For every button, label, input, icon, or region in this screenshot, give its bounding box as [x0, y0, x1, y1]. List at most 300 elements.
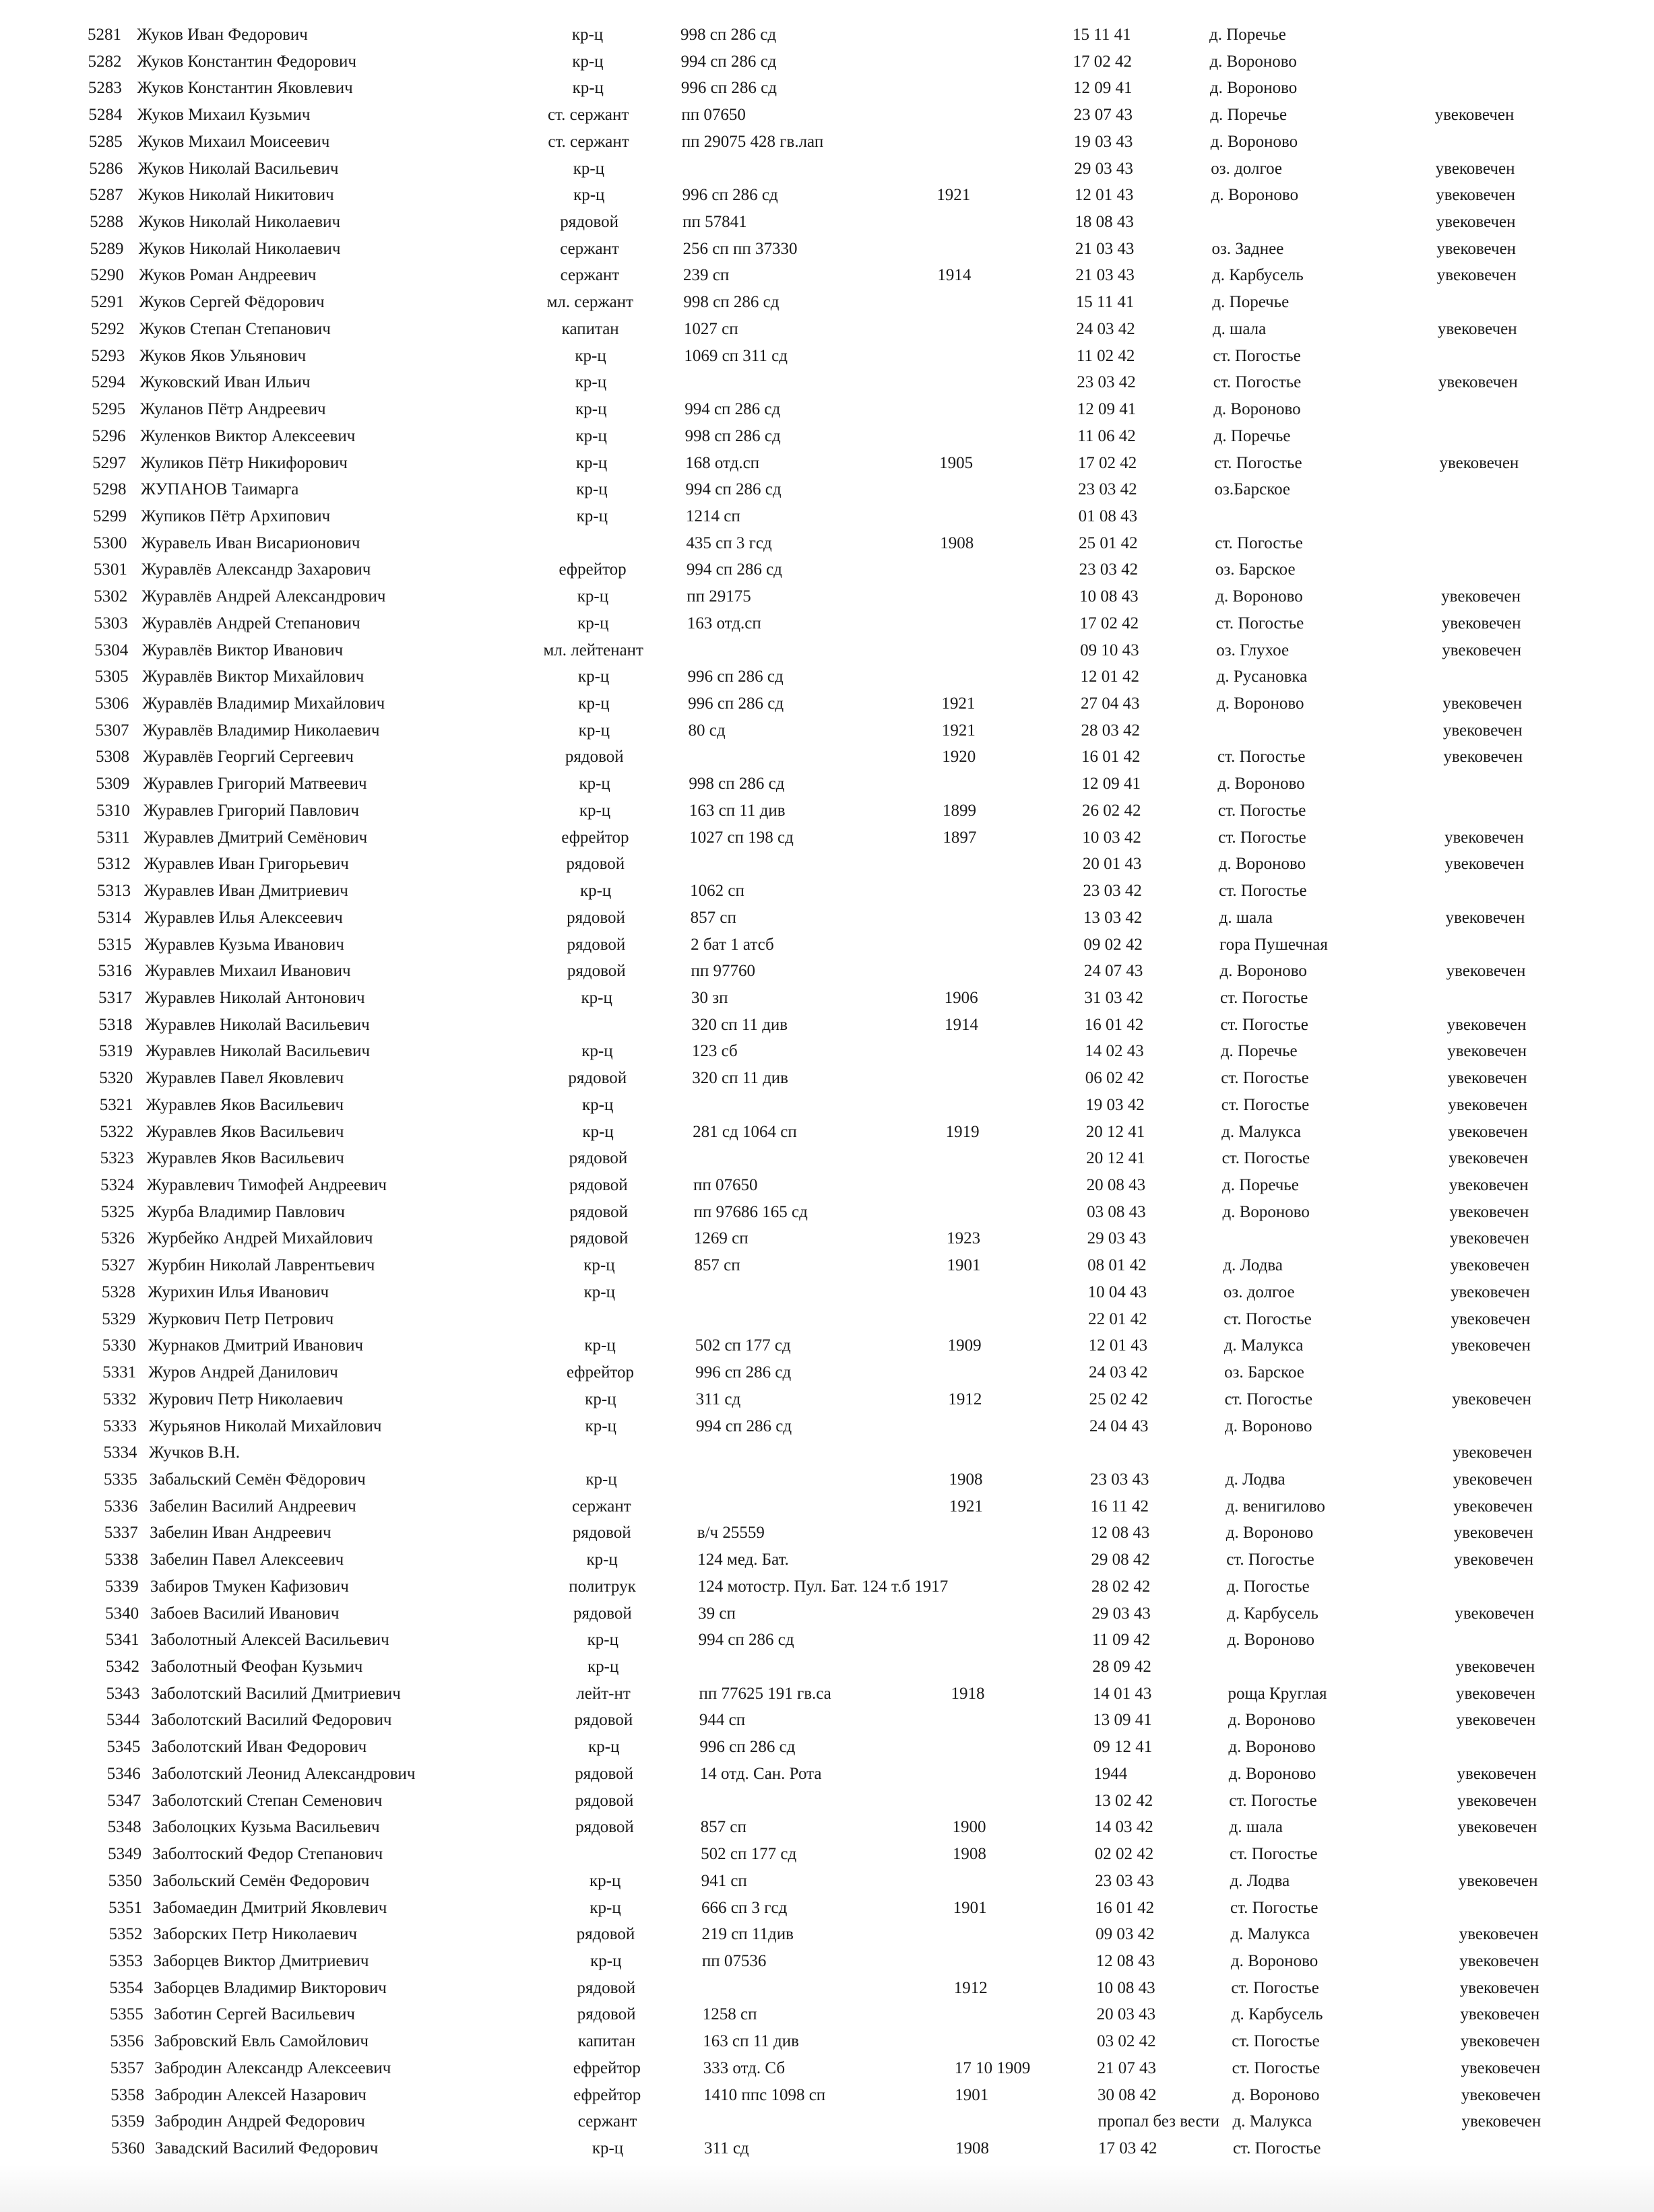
- record-row: [0, 1573, 1654, 1600]
- record-unit: 994 сп 286 сд: [698, 1631, 794, 1650]
- record-number: 5318: [98, 1015, 133, 1034]
- record-number: 5324: [100, 1176, 135, 1195]
- record-name: Журавлевич Тимофей Андреевич: [146, 1176, 387, 1195]
- record-row: [0, 1092, 1654, 1119]
- record-date: 10 04 43: [1087, 1282, 1147, 1301]
- record-number: 5344: [106, 1711, 140, 1730]
- record-unit: 14 отд. Сан. Рота: [699, 1764, 822, 1783]
- record-row: [0, 476, 1654, 503]
- record-status: увековечен: [1436, 266, 1517, 285]
- record-rank: кр-ц: [577, 587, 609, 606]
- record-number: 5352: [108, 1925, 143, 1944]
- record-number: 5351: [108, 1898, 142, 1917]
- record-unit: пп 57841: [682, 213, 747, 232]
- record-status: увековечен: [1457, 1764, 1537, 1783]
- record-number: 5357: [110, 2058, 144, 2077]
- record-place: оз.Барское: [1214, 480, 1290, 499]
- record-status: увековечен: [1434, 106, 1515, 125]
- record-number: 5284: [88, 106, 123, 125]
- record-place: ст. Погостье: [1232, 2032, 1320, 2051]
- record-date: 16 11 42: [1090, 1497, 1149, 1516]
- record-name: Журавлёв Владимир Николаевич: [142, 721, 380, 740]
- record-rank: кр-ц: [587, 1658, 619, 1676]
- record-status: увековечен: [1460, 2005, 1540, 2024]
- record-place: ст. Погостье: [1220, 1015, 1308, 1034]
- record-name: Журавлев Николай Васильевич: [145, 1015, 370, 1034]
- record-number: 5317: [98, 988, 132, 1007]
- record-date: 12 01 43: [1088, 1336, 1148, 1355]
- record-year: 1921: [949, 1497, 983, 1516]
- record-place: д. Вороново: [1215, 587, 1303, 606]
- record-name: Журавлев Яков Васильевич: [146, 1122, 344, 1141]
- record-name: Жучков В.Н.: [149, 1443, 241, 1462]
- record-row: [0, 1761, 1654, 1788]
- record-status: увековечен: [1445, 908, 1525, 927]
- record-date: 23 03 42: [1078, 480, 1137, 499]
- record-number: 5322: [100, 1122, 134, 1141]
- record-date: 03 08 43: [1087, 1202, 1146, 1221]
- record-number: 5288: [90, 213, 124, 232]
- record-row: [0, 958, 1654, 985]
- record-status: увековечен: [1435, 159, 1515, 178]
- record-date: 17 02 42: [1079, 614, 1139, 632]
- record-name: Жуков Константин Федорович: [137, 52, 356, 71]
- record-status: увековечен: [1447, 1042, 1527, 1061]
- record-date: 16 01 42: [1095, 1898, 1155, 1917]
- record-date: 10 08 43: [1096, 1978, 1155, 1997]
- record-row: [0, 75, 1654, 102]
- record-date: 14 03 42: [1094, 1818, 1153, 1837]
- record-place: оз. долгое: [1223, 1282, 1295, 1301]
- record-place: д. Вороново: [1209, 52, 1297, 71]
- record-status: увековечен: [1450, 1282, 1530, 1301]
- record-status: увековечен: [1446, 1015, 1527, 1034]
- record-number: 5293: [91, 346, 125, 365]
- record-place: ст. Погостье: [1217, 748, 1306, 767]
- record-status: увековечен: [1459, 1925, 1539, 1944]
- record-date: 11 06 42: [1077, 426, 1136, 445]
- record-number: 5314: [97, 908, 131, 927]
- record-rank: кр-ц: [582, 1095, 614, 1114]
- record-place: ст. Погостье: [1221, 1095, 1310, 1114]
- record-date: 23 03 43: [1095, 1871, 1154, 1890]
- record-row: [0, 396, 1654, 423]
- record-unit: 996 сп 286 сд: [687, 668, 784, 686]
- record-status: увековечен: [1457, 1791, 1537, 1810]
- record-number: 5281: [88, 26, 121, 44]
- record-unit: 311 сд: [695, 1390, 741, 1408]
- record-date: 11 09 42: [1091, 1631, 1151, 1650]
- record-name: Журавлёв Александр Захарович: [141, 560, 371, 579]
- record-name: ЖУПАНОВ Таимарга: [140, 480, 299, 499]
- record-name: Забоев Василий Иванович: [150, 1604, 340, 1623]
- record-row: [0, 1547, 1654, 1573]
- record-place: д. Вороново: [1228, 1711, 1316, 1730]
- record-rank: кр-ц: [575, 346, 606, 365]
- record-year: 1906: [944, 988, 978, 1007]
- record-place: д. Карбусель: [1227, 1604, 1318, 1623]
- record-place: д. шала: [1219, 908, 1273, 927]
- record-year: 1901: [947, 1256, 981, 1275]
- record-date: 29 08 42: [1091, 1551, 1150, 1569]
- record-row: [0, 2108, 1654, 2135]
- record-status: увековечен: [1461, 2058, 1541, 2077]
- record-status: увековечен: [1442, 694, 1523, 713]
- record-name: Журавлев Павел Яковлевич: [146, 1069, 344, 1088]
- record-row: [0, 1814, 1654, 1841]
- record-unit: 994 сп 286 сд: [680, 52, 777, 71]
- record-unit: 219 сп 11див: [701, 1925, 794, 1944]
- record-row: [0, 530, 1654, 557]
- record-place: ст. Погостье: [1230, 1898, 1318, 1917]
- record-number: 5291: [90, 293, 125, 312]
- record-name: Журов Андрей Данилович: [148, 1363, 338, 1382]
- record-year: 1923: [947, 1229, 981, 1248]
- record-unit: 39 сп: [698, 1604, 736, 1623]
- record-place: д. Вороново: [1226, 1524, 1314, 1542]
- record-unit: 998 сп 286 сд: [680, 26, 777, 44]
- record-number: 5332: [102, 1390, 137, 1408]
- record-status: увековечен: [1456, 1711, 1536, 1730]
- record-date: 11 02 42: [1076, 346, 1135, 365]
- record-number: 5336: [104, 1497, 138, 1516]
- record-name: Журович Петр Николаевич: [148, 1390, 344, 1408]
- record-status: увековечен: [1436, 213, 1516, 232]
- record-place: гора Пушечная: [1219, 935, 1328, 954]
- record-rank: кр-ц: [576, 480, 608, 499]
- record-rank: кр-ц: [575, 373, 607, 392]
- record-rank: рядовой: [567, 908, 625, 927]
- record-name: Журавлев Михаил Иванович: [144, 962, 351, 981]
- record-status: увековечен: [1453, 1497, 1533, 1516]
- record-row: [0, 744, 1654, 771]
- record-name: Журнаков Дмитрий Иванович: [148, 1336, 364, 1355]
- record-number: 5304: [94, 641, 129, 659]
- record-status: увековечен: [1448, 1095, 1528, 1114]
- record-number: 5315: [98, 935, 132, 954]
- record-status: увековечен: [1449, 1176, 1529, 1195]
- record-rank: рядовой: [572, 1524, 631, 1542]
- record-row: [0, 1627, 1654, 1654]
- record-row: [0, 610, 1654, 637]
- record-rank: рядовой: [577, 2005, 636, 2024]
- record-rank: ефрейтор: [561, 828, 629, 847]
- record-number: 5333: [103, 1417, 137, 1435]
- record-row: [0, 423, 1654, 450]
- record-place: д. Лодва: [1230, 1871, 1290, 1890]
- record-row: [0, 637, 1654, 664]
- record-unit: 1214 сп: [685, 507, 740, 525]
- record-rank: рядовой: [569, 1176, 628, 1195]
- record-place: ст. Погостье: [1233, 2139, 1321, 2157]
- record-status: увековечен: [1439, 453, 1519, 472]
- record-number: 5297: [92, 453, 127, 472]
- record-rank: ефрейтор: [573, 2058, 641, 2077]
- record-unit: 1410 ппс 1098 сп: [703, 2085, 826, 2104]
- record-unit: 1269 сп: [693, 1229, 749, 1248]
- record-row: [0, 798, 1654, 824]
- record-unit: 1069 сп 311 сд: [684, 346, 788, 365]
- record-row: [0, 824, 1654, 851]
- record-place: д. Вороново: [1230, 1951, 1318, 1970]
- record-rank: ефрейтор: [559, 560, 627, 579]
- record-status: увековечен: [1441, 587, 1521, 606]
- record-number: 5346: [106, 1764, 141, 1783]
- record-unit: пп 29075 428 гв.лап: [681, 132, 824, 151]
- record-name: Журавлёв Георгий Сергеевич: [143, 748, 354, 767]
- record-place: д. Вороново: [1232, 2085, 1320, 2104]
- record-number: 5340: [105, 1604, 139, 1623]
- record-year: 1914: [937, 266, 972, 285]
- record-number: 5360: [111, 2139, 145, 2157]
- record-rank: лейт-нт: [576, 1684, 631, 1703]
- record-row: [0, 1681, 1654, 1707]
- record-row: [0, 1948, 1654, 1975]
- record-date: пропал без вести: [1098, 2112, 1220, 2131]
- record-rank: сержант: [560, 266, 620, 285]
- record-unit: 256 сп пп 37330: [682, 239, 798, 258]
- record-row: [0, 369, 1654, 396]
- record-name: Журкович Петр Петрович: [148, 1309, 334, 1328]
- record-name: Заборцев Виктор Дмитриевич: [153, 1951, 369, 1970]
- record-rank: кр-ц: [572, 52, 604, 71]
- record-number: 5299: [92, 507, 127, 525]
- record-number: 5354: [109, 1978, 144, 1997]
- record-status: увековечен: [1441, 614, 1521, 632]
- record-row: [0, 1413, 1654, 1440]
- record-rank: кр-ц: [590, 1951, 622, 1970]
- record-date: 12 09 41: [1077, 400, 1137, 419]
- record-number: 5320: [99, 1069, 133, 1088]
- record-year: 1909: [947, 1336, 982, 1355]
- record-row: [0, 1172, 1654, 1199]
- record-name: Журавлев Николай Васильевич: [145, 1042, 371, 1061]
- record-row: [0, 690, 1654, 717]
- record-name: Журьянов Николай Михайлович: [148, 1417, 382, 1435]
- record-unit: 168 отд.сп: [685, 453, 760, 472]
- record-row: [0, 1707, 1654, 1734]
- record-number: 5353: [108, 1951, 143, 1970]
- record-rank: кр-ц: [585, 1470, 617, 1489]
- record-name: Забродин Александр Алексеевич: [154, 2058, 391, 2077]
- record-date: 25 02 42: [1089, 1390, 1149, 1408]
- record-unit: 281 сд 1064 сп: [693, 1122, 797, 1141]
- record-status: увековечен: [1438, 373, 1518, 392]
- record-rank: кр-ц: [579, 882, 612, 901]
- record-rank: рядовой: [576, 1925, 635, 1944]
- record-unit: в/ч 25559: [697, 1524, 765, 1542]
- record-number: 5298: [92, 480, 127, 499]
- record-number: 5356: [110, 2032, 144, 2051]
- record-year: 17 10 1909: [954, 2058, 1031, 2077]
- record-name: Жуков Николай Николаевич: [138, 239, 341, 258]
- record-name: Забиров Тмукен Кафизович: [150, 1577, 349, 1596]
- record-year: 1912: [953, 1978, 988, 1997]
- record-date: 24 07 43: [1083, 962, 1143, 981]
- record-date: 23 03 42: [1083, 882, 1142, 901]
- record-name: Журавлев Дмитрий Семёнович: [144, 828, 368, 847]
- record-unit: 435 сп 3 гсд: [686, 533, 772, 552]
- record-year: 1919: [945, 1122, 980, 1141]
- record-date: 01 08 43: [1078, 507, 1138, 525]
- record-unit: 30 зп: [691, 988, 728, 1007]
- record-row: [0, 1841, 1654, 1868]
- record-number: 5343: [106, 1684, 140, 1703]
- record-row: [0, 583, 1654, 610]
- record-date: 20 08 43: [1086, 1176, 1146, 1195]
- record-rank: рядовой: [565, 748, 624, 767]
- record-rank: кр-ц: [592, 2139, 624, 2157]
- record-place: д. Вороново: [1217, 694, 1304, 713]
- record-row: [0, 1466, 1654, 1493]
- record-date: 10 08 43: [1079, 587, 1139, 606]
- record-place: д. Вороново: [1209, 79, 1298, 98]
- record-unit: пп 97686 165 сд: [693, 1202, 808, 1221]
- record-unit: 80 сд: [688, 721, 726, 740]
- record-name: Забродин Андрей Федорович: [154, 2112, 365, 2131]
- record-row: [0, 1199, 1654, 1226]
- record-name: Журавлёв Владимир Михайлович: [142, 694, 385, 713]
- record-status: увековечен: [1452, 1390, 1531, 1408]
- record-date: 02 02 42: [1094, 1845, 1154, 1864]
- record-unit: 996 сп 286 сд: [699, 1738, 796, 1757]
- record-place: роща Круглая: [1228, 1684, 1327, 1703]
- record-rank: рядовой: [574, 1711, 633, 1730]
- record-row: [0, 182, 1654, 209]
- record-place: д. Вороново: [1218, 855, 1306, 874]
- record-name: Заборцев Владимир Викторович: [153, 1978, 387, 1997]
- record-place: д. Погостье: [1226, 1577, 1310, 1596]
- record-rank: ст. сержант: [547, 106, 629, 125]
- record-year: 1908: [955, 2139, 989, 2157]
- record-number: 5312: [96, 855, 131, 874]
- record-place: ст. Погостье: [1221, 1069, 1309, 1088]
- record-number: 5283: [88, 79, 122, 98]
- record-date: 17 02 42: [1077, 453, 1137, 472]
- record-rank: мл. лейтенант: [543, 641, 643, 659]
- record-name: Забольский Семён Федорович: [152, 1871, 370, 1890]
- record-number: 5348: [107, 1818, 141, 1837]
- record-row: [0, 2135, 1654, 2162]
- record-name: Жуков Степан Степанович: [139, 319, 331, 338]
- record-unit: 994 сп 286 сд: [685, 480, 782, 499]
- record-rank: рядовой: [569, 1202, 629, 1221]
- record-unit: 857 сп: [700, 1818, 746, 1837]
- record-place: ст. Погостье: [1226, 1551, 1314, 1569]
- record-date: 30 08 42: [1098, 2085, 1157, 2104]
- record-rank: капитан: [561, 319, 619, 338]
- record-rank: кр-ц: [573, 159, 605, 178]
- record-rank: кр-ц: [587, 1631, 618, 1650]
- record-date: 28 09 42: [1092, 1658, 1151, 1676]
- record-place: д. Вороново: [1211, 186, 1299, 205]
- record-date: 25 01 42: [1079, 533, 1138, 552]
- record-number: 5337: [104, 1524, 138, 1542]
- record-number: 5308: [95, 748, 129, 767]
- record-unit: 1027 сп: [683, 319, 738, 338]
- record-number: 5305: [94, 668, 129, 686]
- record-year: 1908: [952, 1845, 986, 1864]
- record-unit: 994 сп 286 сд: [686, 560, 782, 579]
- record-number: 5327: [101, 1256, 135, 1275]
- record-year: 1908: [949, 1470, 983, 1489]
- record-name: Журавлев Яков Васильевич: [146, 1095, 344, 1114]
- record-row: [0, 450, 1654, 477]
- record-number: 5342: [106, 1658, 140, 1676]
- record-date: 10 03 42: [1082, 828, 1141, 847]
- record-unit: 239 сп: [682, 266, 730, 285]
- record-date: 13 03 42: [1083, 908, 1143, 927]
- record-place: д. Вороново: [1228, 1738, 1316, 1757]
- record-place: оз. Глухое: [1216, 641, 1290, 659]
- record-rank: рядовой: [566, 855, 625, 874]
- record-status: увековечен: [1453, 1470, 1533, 1489]
- record-place: д. Вороново: [1219, 962, 1307, 981]
- record-rank: рядовой: [569, 1149, 628, 1168]
- record-place: оз. Барское: [1215, 560, 1296, 579]
- record-unit: 1027 сп 198 сд: [689, 828, 794, 847]
- record-row: [0, 1439, 1654, 1466]
- record-place: ст. Погостье: [1218, 828, 1306, 847]
- record-number: 5341: [105, 1631, 139, 1650]
- record-rank: кр-ц: [576, 507, 608, 525]
- record-name: Журавлёв Виктор Иванович: [141, 641, 344, 659]
- record-row: [0, 1386, 1654, 1413]
- record-unit: 994 сп 286 сд: [696, 1417, 792, 1435]
- record-place: ст. Погостье: [1230, 1845, 1318, 1864]
- record-row: [0, 1734, 1654, 1761]
- record-status: увековечен: [1449, 1229, 1529, 1248]
- record-place: д. Вороново: [1228, 1764, 1316, 1783]
- record-rank: рядовой: [568, 1069, 627, 1088]
- record-unit: пп 29175: [687, 587, 751, 606]
- record-rank: мл. сержант: [546, 293, 634, 312]
- record-status: увековечен: [1444, 828, 1524, 847]
- record-date: 24 04 43: [1089, 1417, 1149, 1435]
- record-name: Журавлёв Андрей Степанович: [141, 614, 360, 632]
- record-rank: рядовой: [577, 1978, 636, 1997]
- record-rank: рядовой: [575, 1818, 634, 1837]
- record-name: Заболотный Алексей Васильевич: [150, 1631, 389, 1650]
- record-row: [0, 556, 1654, 583]
- record-name: Жуков Сергей Фёдорович: [139, 293, 325, 312]
- record-place: д. Малукса: [1230, 1925, 1310, 1944]
- record-place: ст. Погостье: [1221, 1149, 1310, 1168]
- record-date: 06 02 42: [1085, 1069, 1145, 1088]
- record-number: 5310: [96, 801, 130, 820]
- record-place: ст. Погостье: [1224, 1390, 1313, 1408]
- record-place: ст. Погостье: [1229, 1791, 1317, 1810]
- record-row: [0, 129, 1654, 156]
- record-name: Забелин Павел Алексеевич: [150, 1551, 344, 1569]
- record-number: 5300: [93, 533, 127, 552]
- record-status: увековечен: [1436, 239, 1517, 258]
- record-unit: пп 07650: [681, 106, 746, 125]
- record-row: [0, 851, 1654, 878]
- record-place: ст. Погостье: [1223, 1309, 1312, 1328]
- record-unit: 1062 сп: [690, 882, 744, 901]
- record-number: 5307: [95, 721, 129, 740]
- record-rank: кр-ц: [573, 186, 605, 205]
- record-unit: 941 сп: [701, 1871, 747, 1890]
- record-rank: кр-ц: [578, 721, 610, 740]
- record-row: [0, 1520, 1654, 1547]
- record-status: увековечен: [1451, 1336, 1531, 1355]
- record-unit: 996 сп 286 сд: [680, 79, 777, 98]
- record-date: 24 03 42: [1089, 1363, 1148, 1382]
- record-rank: кр-ц: [581, 1042, 613, 1061]
- record-row: [0, 1975, 1654, 2002]
